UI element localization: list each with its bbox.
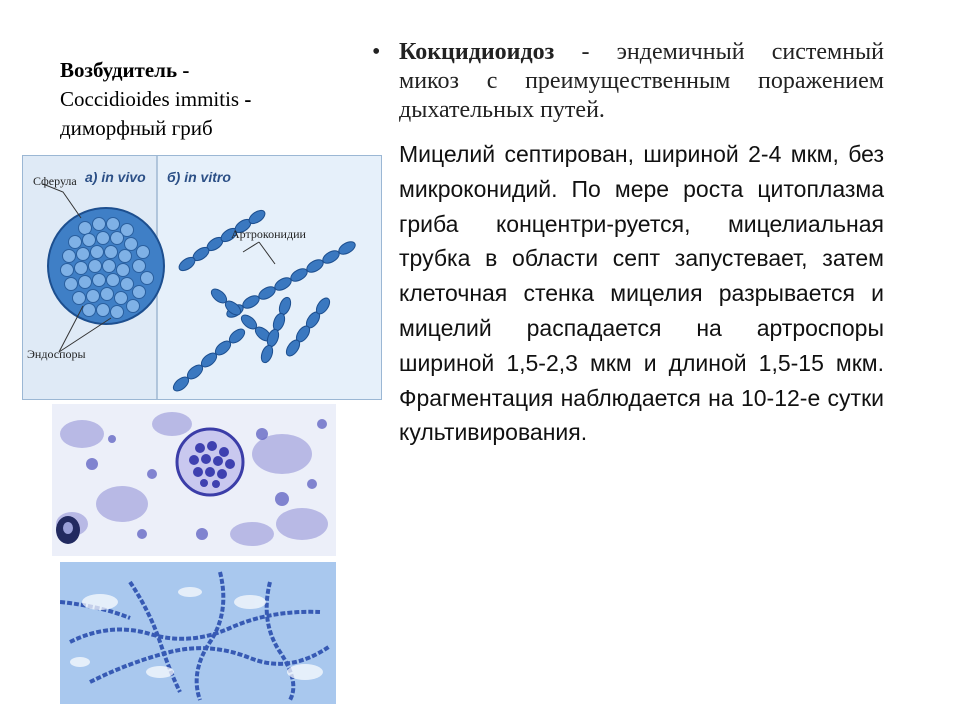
micrograph-tissue-spherule [52,404,336,556]
pathogen-description: диморфный гриб [60,116,213,140]
micrograph-mycelium-svg [60,562,336,704]
pathogen-dash: - [239,87,252,111]
bullet-point: • [372,39,381,65]
lifecycle-diagram-svg [23,156,381,399]
disease-definition: - эндемичный системный микоз с преимущественным поражением дыхательных путей. [399,39,884,123]
label-arthroconidia: Артроконидии [231,227,306,241]
pathogen-name: Coccidioides immitis [60,87,240,111]
disease-term: Кокцидиоидоз [399,39,555,65]
in-vitro-panel [157,156,381,399]
definition-paragraph [372,38,884,125]
label-spherule: Сферула [33,174,77,188]
pathogen-label: Возбудитель - [60,58,190,82]
text-column [372,38,884,450]
pathogen-heading [60,56,320,143]
lifecycle-diagram [22,155,382,400]
label-endospores: Эндоспоры [27,347,86,361]
mycelium-description: Мицелий септирован, шириной 2-4 мкм, без микроконидий. По мере роста цитоплазма гриба концентри-руется, мицелиальная трубка в области септ запустевает, затем клеточная стенка мицелия разрывается и мицелий распадается на артроспоры шириной 1,5-2,3 мкм и длиной 1,5-15 мкм. Фрагментация наблюдается на 10-12-е сутки культивирования. [399,141,884,446]
micrograph-mycelium [60,562,336,704]
label-in-vivo: а) in vivo [85,169,146,185]
label-in-vitro: б) in vitro [167,169,231,185]
micrograph-tissue-svg [52,404,336,556]
